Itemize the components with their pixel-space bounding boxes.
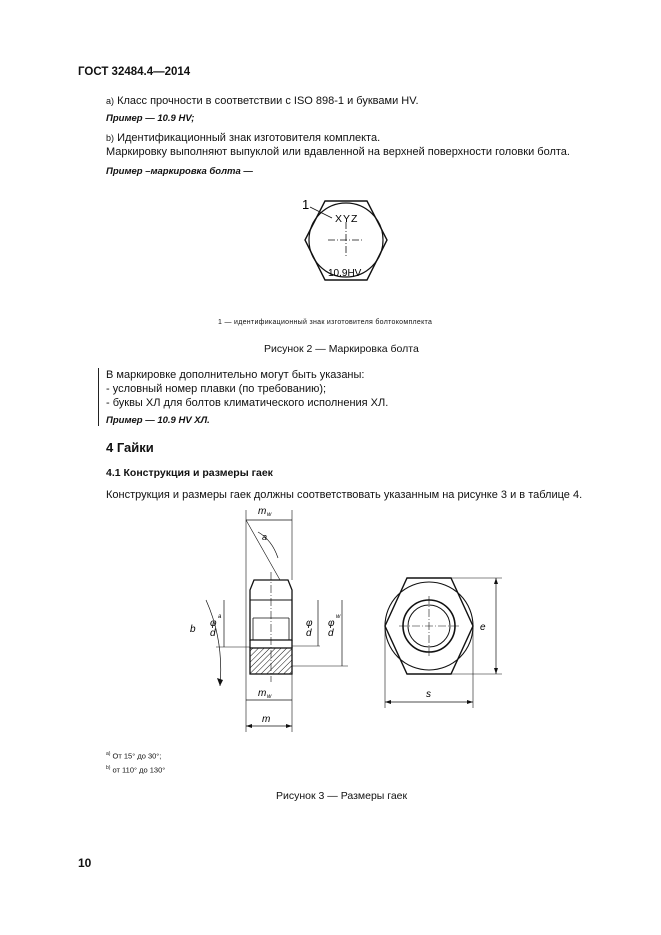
example-bolt-marking-label: Пример –маркировка болта —	[106, 166, 253, 177]
figure2-legend: 1 — идентификационный знак изготовителя болтокомплекта	[218, 319, 433, 326]
label-m: m	[262, 714, 271, 725]
nut-front-view	[385, 578, 502, 708]
label-e: e	[480, 622, 486, 633]
additional-item-heat-number: - условный номер плавки (по требованию);	[106, 383, 327, 395]
label-d: d	[306, 628, 312, 639]
label-dw-sub: w	[336, 614, 341, 620]
example-climate-marking: Пример — 10.9 HV ХЛ.	[106, 415, 210, 426]
label-phi-da: φ	[210, 618, 217, 629]
label-phi-d: φ	[306, 618, 313, 629]
item-b-text: Идентификационный знак изготовителя комплекта.	[114, 132, 381, 144]
label-mw-top: m	[258, 506, 267, 517]
callout-number: 1	[302, 197, 310, 212]
label-da-sub: a	[218, 614, 222, 620]
figure3-caption: Рисунок 3 — Размеры гаек	[276, 790, 408, 802]
item-a-prefix: а)	[106, 96, 115, 106]
marking-note: Маркировку выполняют выпуклой или вдавленной на верхней поверхности головки болта.	[106, 146, 570, 158]
note-b-text: от 110° до 130°	[110, 765, 166, 775]
change-bar	[98, 368, 99, 426]
item-b-prefix: b)	[106, 133, 115, 143]
strength-class-mark-text: 10.9HV	[328, 268, 362, 279]
nut-side-view	[206, 510, 348, 732]
additional-item-climate: - буквы ХЛ для болтов климатического исполнения ХЛ.	[106, 397, 389, 409]
manufacturer-mark-text: XYZ	[335, 213, 359, 225]
label-a: a	[262, 532, 268, 542]
note-a-mark: a)	[106, 751, 111, 757]
additional-intro: В маркировке дополнительно могут быть указаны:	[106, 369, 365, 381]
label-mw-bottom-sub: w	[267, 694, 272, 700]
label-mw-top-sub: w	[267, 512, 272, 518]
figure3-note-b	[106, 765, 165, 775]
section-4-1-text: Конструкция и размеры гаек должны соответствовать указанным на рисунке 3 и в таблице 4.	[106, 489, 583, 501]
section-4-1-title: 4.1 Конструкция и размеры гаек	[106, 467, 273, 479]
label-dw: d	[328, 628, 334, 639]
note-a-text: От 15° до 30°;	[110, 751, 162, 761]
nut-dimensions-drawing	[180, 500, 520, 736]
label-mw-bottom: m	[258, 688, 267, 699]
label-s: s	[426, 689, 431, 700]
section-4-title: 4 Гайки	[106, 440, 154, 455]
marking-item-a	[106, 94, 419, 108]
note-b-mark: b)	[106, 765, 111, 771]
label-da: d	[210, 628, 216, 639]
bolt-head-marking-drawing	[290, 190, 400, 300]
figure3-note-a	[106, 751, 161, 761]
item-a-text: Класс прочности в соответствии с ISO 898-1 и буквами HV.	[114, 95, 419, 107]
example-strength-class: Пример — 10.9 HV;	[106, 113, 195, 124]
page-number: 10	[78, 856, 92, 870]
label-b: b	[190, 624, 196, 635]
document-header: ГОСТ 32484.4—2014	[78, 66, 191, 78]
marking-item-b	[106, 131, 380, 145]
label-phi-dw: φ	[328, 618, 335, 629]
figure2-caption: Рисунок 2 — Маркировка болта	[264, 343, 419, 355]
